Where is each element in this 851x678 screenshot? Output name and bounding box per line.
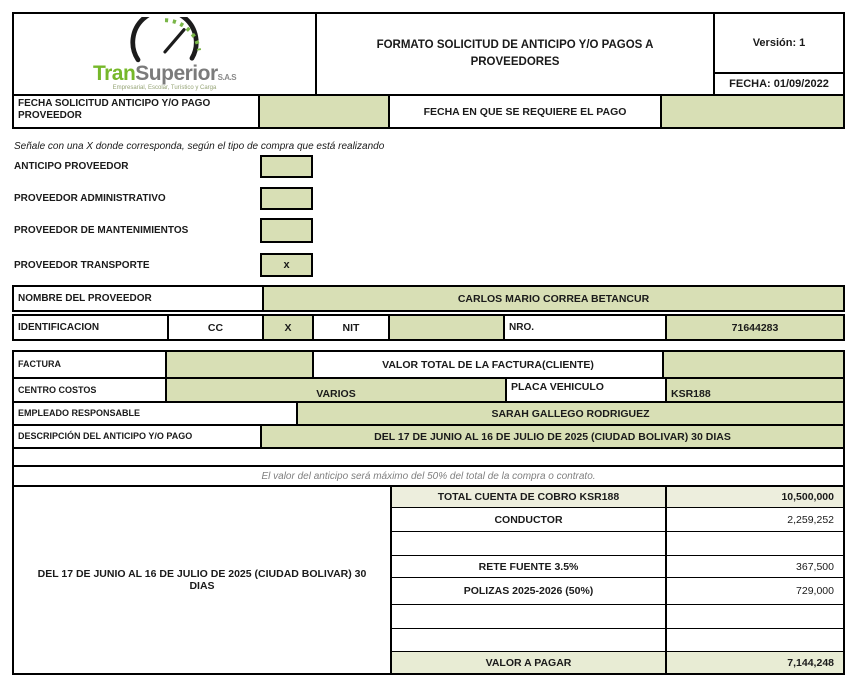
valor-total-factura-label: VALOR TOTAL DE LA FACTURA(CLIENTE) (314, 352, 664, 377)
summary-value[interactable] (667, 605, 843, 628)
factura-label: FACTURA (14, 352, 167, 377)
anticipo-proveedor-label: ANTICIPO PROVEEDOR (14, 161, 129, 172)
nro-label: NRO. (505, 316, 667, 339)
summary-label: VALOR A PAGAR (392, 652, 667, 673)
nombre-proveedor-input[interactable]: CARLOS MARIO CORREA BETANCUR (264, 287, 843, 310)
summary-value[interactable]: 367,500 (796, 560, 834, 573)
speedometer-logo-icon (65, 17, 265, 63)
form-header (12, 12, 845, 96)
factura-input[interactable] (167, 352, 314, 377)
summary-label: CONDUCTOR (392, 508, 667, 531)
version-label: Versión: 1 (715, 14, 843, 74)
summary-label: RETE FUENTE 3.5% (392, 556, 667, 577)
fecha-solicitud-label: FECHA SOLICITUD ANTICIPO Y/O PAGO PROVEEDOR (14, 96, 260, 127)
summary-label (392, 629, 667, 651)
centro-costos-row (14, 379, 843, 403)
proveedor-transporte-checkbox[interactable]: x (260, 253, 313, 277)
summary-row-empty (392, 532, 843, 556)
request-dates-row (12, 94, 845, 129)
brand-gray-text: Superior (135, 62, 218, 85)
nit-checkbox[interactable] (390, 316, 505, 339)
form-title: FORMATO SOLICITUD DE ANTICIPO Y/O PAGOS A PROVEEDORES (317, 14, 715, 94)
instruction-text: Señale con una X donde corresponda, según el tipo de compra que está realizando (14, 141, 385, 152)
summary-value[interactable] (667, 532, 843, 555)
summary-label (392, 605, 667, 628)
fecha-requiere-pago-label: FECHA EN QUE SE REQUIERE EL PAGO (390, 96, 662, 127)
brand-tagline: Empresarial, Escolar, Turístico y Carga (112, 85, 217, 91)
descripcion-input[interactable]: DEL 17 DE JUNIO AL 16 DE JULIO DE 2025 (CIUDAD BOLIVAR) 30 DIAS (262, 426, 843, 447)
factura-row (14, 352, 843, 379)
summary-value[interactable]: 10,500,000 (781, 491, 834, 503)
empleado-responsable-input[interactable]: SARAH GALLEGO RODRIGUEZ (298, 403, 843, 424)
brand-suffix: S.A.S (217, 73, 237, 82)
summary-label (392, 532, 667, 555)
logo-cell (14, 14, 317, 94)
summary-value[interactable] (667, 629, 843, 651)
summary-label: TOTAL CUENTA DE COBRO KSR188 (392, 487, 667, 507)
version-date-column (715, 14, 843, 94)
proveedor-mantenimientos-checkbox[interactable] (260, 218, 313, 243)
summary-row-empty (392, 629, 843, 652)
proveedor-mantenimientos-label: PROVEEDOR DE MANTENIMIENTOS (14, 225, 189, 236)
summary-block (12, 485, 845, 675)
cc-checkbox[interactable]: X (264, 316, 314, 339)
empleado-responsable-label: EMPLEADO RESPONSABLE (14, 403, 298, 424)
summary-period-text: DEL 17 DE JUNIO AL 16 DE JULIO DE 2025 (CIUDAD BOLIVAR) 30 DIAS (14, 487, 392, 673)
empleado-row (14, 403, 843, 426)
summary-row-polizas (392, 578, 843, 605)
proveedor-transporte-label: PROVEEDOR TRANSPORTE (14, 259, 150, 271)
centro-costos-label: CENTRO COSTOS (14, 379, 167, 401)
placa-vehiculo-input[interactable]: KSR188 (667, 379, 843, 401)
identificacion-label: IDENTIFICACION (14, 316, 169, 339)
centro-costos-input[interactable]: VARIOS (167, 379, 507, 401)
valor-total-factura-input[interactable] (664, 352, 843, 377)
brand-green-text: Tran (92, 62, 136, 85)
descripcion-label: DESCRIPCIÓN DEL ANTICIPO Y/O PAGO (14, 426, 262, 447)
fecha-requiere-pago-input[interactable] (662, 96, 843, 127)
summary-row-rete-fuente (392, 556, 843, 578)
summary-value[interactable]: 2,259,252 (787, 513, 834, 526)
nombre-proveedor-label: NOMBRE DEL PROVEEDOR (14, 287, 264, 310)
descripcion-row (14, 426, 843, 449)
provider-name-row (12, 285, 845, 312)
summary-table (392, 487, 843, 673)
identification-row (12, 314, 845, 341)
proveedor-administrativo-checkbox[interactable] (260, 187, 313, 210)
summary-row-total-cuenta (392, 487, 843, 508)
summary-row-valor-a-pagar (392, 652, 843, 673)
blank-row (14, 449, 843, 465)
anticipo-proveedor-checkbox[interactable] (260, 155, 313, 178)
proveedor-administrativo-label: PROVEEDOR ADMINISTRATIVO (14, 193, 166, 204)
summary-row-conductor (392, 508, 843, 532)
summary-label: POLIZAS 2025-2026 (50%) (392, 578, 667, 604)
date-label: FECHA: 01/09/2022 (729, 78, 829, 90)
fecha-solicitud-input[interactable] (260, 96, 390, 127)
placa-vehiculo-label: PLACA VEHICULO (507, 379, 667, 401)
summary-value[interactable]: 729,000 (796, 585, 834, 597)
summary-value[interactable]: 7,144,248 (787, 656, 834, 669)
invoice-block (12, 350, 845, 467)
nit-label: NIT (314, 316, 390, 339)
nro-input[interactable]: 71644283 (667, 316, 843, 339)
advance-note: El valor del anticipo será máximo del 50% del total de la compra o contrato. (12, 465, 845, 487)
cc-label: CC (169, 316, 264, 339)
brand-wordmark (93, 63, 236, 84)
summary-row-empty (392, 605, 843, 629)
